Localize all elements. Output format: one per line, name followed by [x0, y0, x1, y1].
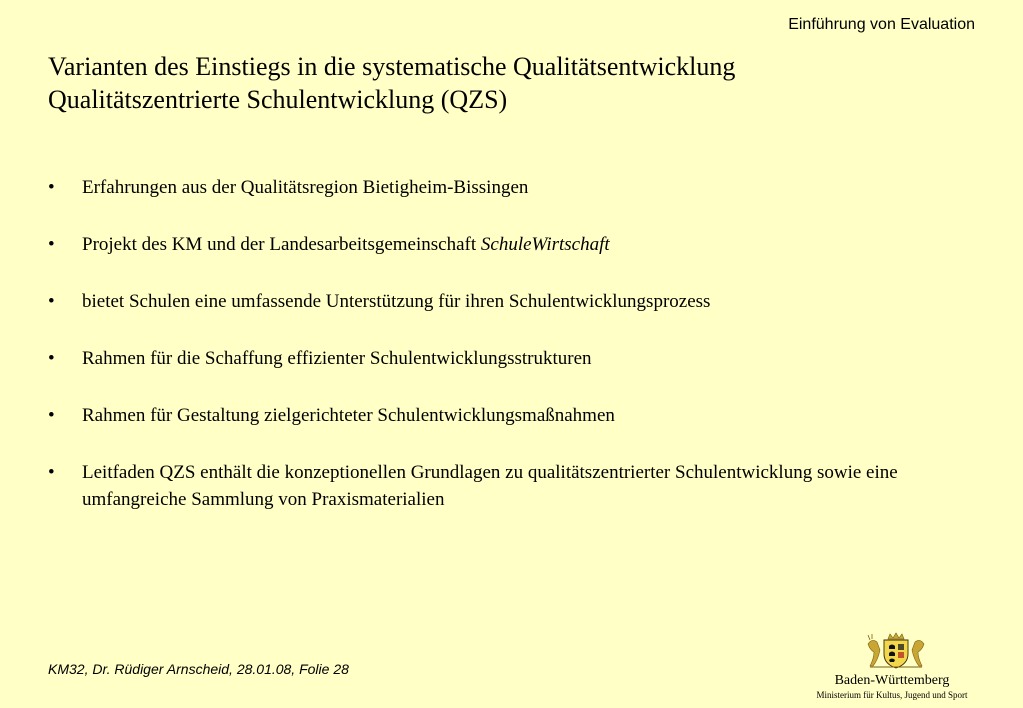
bullet-item: [48, 288, 928, 315]
title-line-2: Qualitätszentrierte Schulentwicklung (QZS): [48, 85, 508, 114]
slide-title: [48, 50, 735, 116]
bullet-icon: •: [48, 405, 55, 426]
bullet-icon: •: [48, 177, 55, 198]
bullet-text: Projekt des KM und der Landesarbeitsgemeinschaft: [82, 234, 481, 255]
bullet-list: [48, 174, 928, 543]
title-line-1: Varianten des Einstiegs in die systematische Qualitätsentwicklung: [48, 52, 736, 81]
bullet-text: Rahmen für die Schaffung effizienter Schulentwicklungsstrukturen: [82, 348, 592, 369]
bullet-icon: •: [48, 462, 55, 483]
header-label: Einführung von Evaluation: [788, 16, 975, 33]
bullet-text: bietet Schulen eine umfassende Unterstützung für ihren Schulentwicklungsprozess: [82, 291, 711, 312]
bullet-emphasis: SchuleWirtschaft: [480, 234, 610, 255]
state-name: Baden-Württemberg: [834, 673, 950, 688]
bullet-item: [48, 402, 928, 429]
footer-citation: KM32, Dr. Rüdiger Arnscheid, 28.01.08, Folie 28: [48, 661, 349, 677]
bullet-text: Erfahrungen aus der Qualitätsregion Bietigheim-Bissingen: [82, 177, 529, 198]
bullet-icon: •: [48, 348, 55, 369]
ministry-name: Ministerium für Kultus, Jugend und Sport: [816, 690, 968, 700]
bullet-item: [48, 174, 928, 201]
bullet-item: [48, 345, 928, 372]
bullet-icon: •: [48, 291, 55, 312]
bullet-item: [48, 231, 928, 258]
ministry-block: [797, 673, 987, 701]
coat-of-arms-icon: [864, 632, 928, 670]
bullet-icon: •: [48, 234, 55, 255]
bullet-item: [48, 459, 928, 513]
bullet-text: Leitfaden QZS enthält die konzeptionellen Grundlagen zu qualitätszentrierter Schulentwicklung sowie eine umfangreiche Sammlung von Praxismaterialien: [82, 462, 898, 510]
bullet-text: Rahmen für Gestaltung zielgerichteter Schulentwicklungsmaßnahmen: [82, 405, 615, 426]
